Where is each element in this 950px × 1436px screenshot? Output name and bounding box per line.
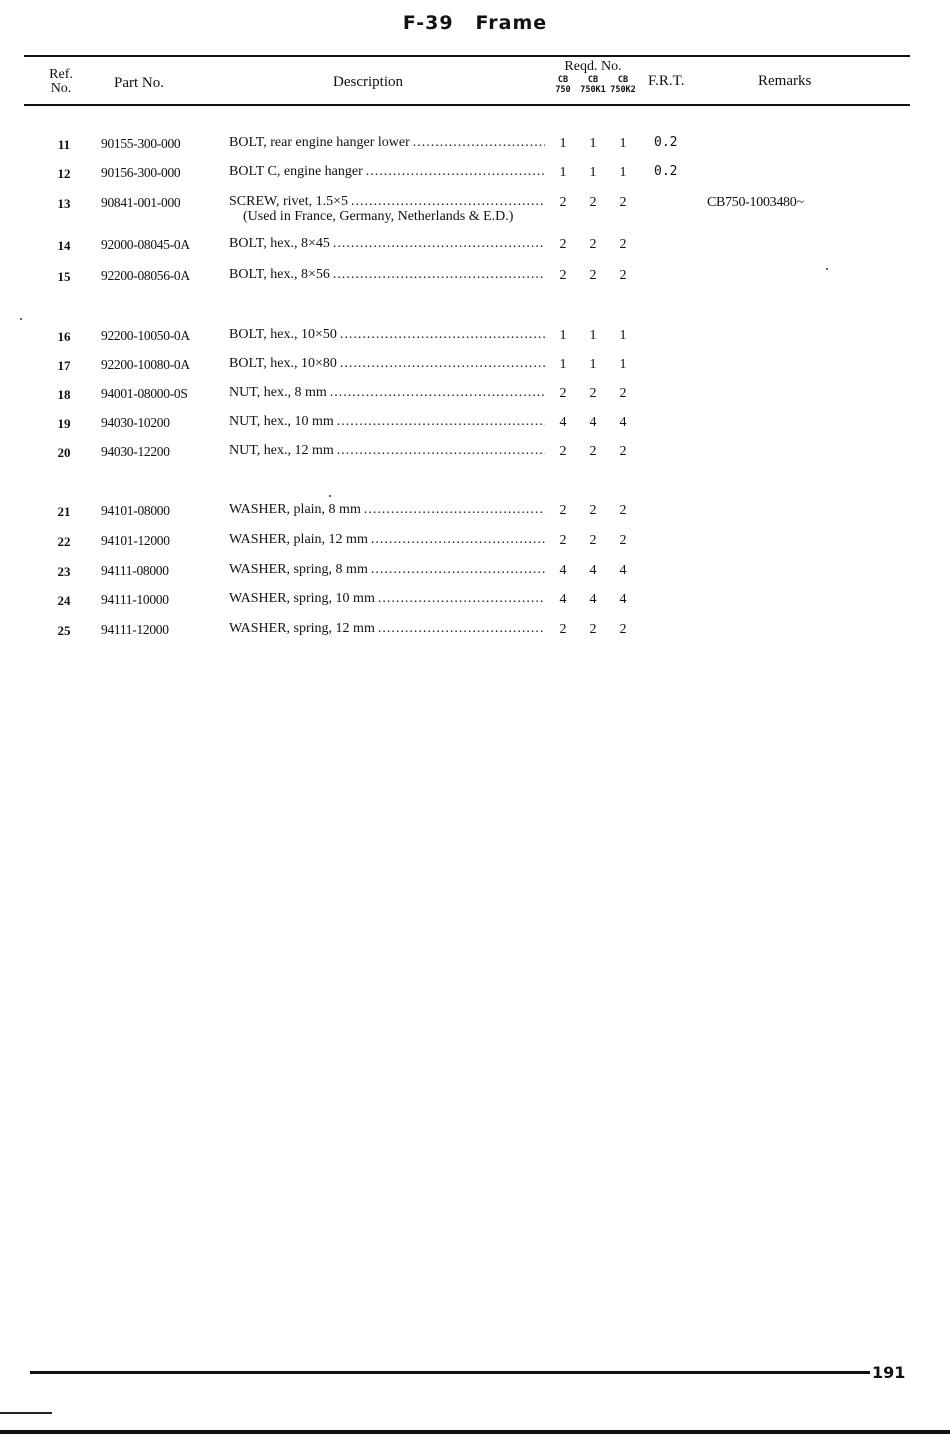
header-model-3 xyxy=(608,75,638,95)
ref-no: 19 xyxy=(57,416,71,431)
remarks-value: CB750-1003480~ xyxy=(707,195,804,210)
part-number: 90841-001-000 xyxy=(101,195,181,210)
frt-value: 0.2 xyxy=(654,164,678,179)
dot-leader xyxy=(371,562,545,578)
part-description xyxy=(229,591,545,607)
qty-cb750k1: 1 xyxy=(589,357,597,372)
header-ref-line2: No. xyxy=(50,81,72,96)
qty-cb750: 2 xyxy=(559,533,567,548)
table-row xyxy=(0,443,950,463)
qty-cb750: 2 xyxy=(559,268,567,283)
table-row xyxy=(0,356,950,376)
description-text: BOLT, hex., 10×50 xyxy=(229,327,337,342)
part-description xyxy=(229,443,545,459)
qty-cb750k1: 4 xyxy=(589,563,597,578)
qty-cb750k2: 1 xyxy=(619,136,627,151)
qty-cb750k2: 4 xyxy=(619,563,627,578)
qty-cb750k1: 1 xyxy=(589,328,597,343)
dot-leader xyxy=(333,267,545,283)
part-description xyxy=(229,267,545,283)
description-text: WASHER, plain, 8 mm xyxy=(229,502,361,517)
table-row xyxy=(0,327,950,347)
description-text: WASHER, spring, 10 mm xyxy=(229,591,375,606)
table-row xyxy=(0,532,950,552)
header-top-rule xyxy=(24,55,910,57)
qty-cb750: 1 xyxy=(559,328,567,343)
qty-cb750k1: 2 xyxy=(589,386,597,401)
qty-cb750k1: 1 xyxy=(589,165,597,180)
qty-cb750k2: 2 xyxy=(619,237,627,252)
dot-leader xyxy=(340,327,545,343)
description-text: BOLT C, engine hanger xyxy=(229,164,363,179)
part-description xyxy=(229,327,545,343)
dot-leader xyxy=(330,385,545,401)
part-number: 94101-08000 xyxy=(101,503,170,518)
scan-speck xyxy=(20,318,22,320)
header-frt: F.R.T. xyxy=(648,73,685,89)
ref-no: 21 xyxy=(57,504,71,519)
page-title-text: Frame xyxy=(475,12,548,34)
header-model-1 xyxy=(548,75,578,95)
qty-cb750k2: 1 xyxy=(619,357,627,372)
qty-cb750k1: 1 xyxy=(589,136,597,151)
description-text: WASHER, plain, 12 mm xyxy=(229,532,368,547)
dot-leader xyxy=(351,194,545,210)
description-text: BOLT, rear engine hanger lower xyxy=(229,135,410,150)
ref-no: 18 xyxy=(57,387,71,402)
table-row xyxy=(0,414,950,434)
qty-cb750k1: 2 xyxy=(589,533,597,548)
part-description xyxy=(229,532,545,548)
table-row xyxy=(0,621,950,641)
qty-cb750k2: 2 xyxy=(619,386,627,401)
qty-cb750k2: 2 xyxy=(619,503,627,518)
table-row xyxy=(0,591,950,611)
table-row xyxy=(0,236,950,256)
description-text: NUT, hex., 10 mm xyxy=(229,414,334,429)
qty-cb750k1: 2 xyxy=(589,622,597,637)
model-2-top: CB xyxy=(587,75,599,85)
ref-no: 13 xyxy=(57,196,71,211)
scan-mark xyxy=(0,1412,52,1414)
qty-cb750: 2 xyxy=(559,503,567,518)
qty-cb750: 2 xyxy=(559,195,567,210)
part-number: 92000-08045-0A xyxy=(101,237,190,252)
table-row xyxy=(0,562,950,582)
part-description xyxy=(229,194,545,210)
scan-speck xyxy=(329,495,331,497)
ref-no: 16 xyxy=(57,329,71,344)
part-number: 92200-10080-0A xyxy=(101,357,190,372)
qty-cb750k1: 4 xyxy=(589,592,597,607)
qty-cb750: 1 xyxy=(559,136,567,151)
page-code: F-39 xyxy=(402,12,454,34)
part-description xyxy=(229,164,545,180)
qty-cb750: 4 xyxy=(559,592,567,607)
dot-leader xyxy=(378,621,545,637)
part-description xyxy=(229,356,545,372)
table-row xyxy=(0,502,950,522)
description-text: BOLT, hex., 10×80 xyxy=(229,356,337,371)
part-number: 90156-300-000 xyxy=(101,165,181,180)
part-number: 94111-10000 xyxy=(101,592,169,607)
model-3-top: CB xyxy=(617,75,629,85)
ref-no: 15 xyxy=(57,269,71,284)
header-ref-line1: Ref. xyxy=(49,67,73,82)
description-text: WASHER, spring, 12 mm xyxy=(229,621,375,636)
qty-cb750k2: 2 xyxy=(619,195,627,210)
qty-cb750: 2 xyxy=(559,237,567,252)
qty-cb750k2: 2 xyxy=(619,622,627,637)
dot-leader xyxy=(378,591,545,607)
model-1-bottom: 750 xyxy=(555,85,571,95)
ref-no: 25 xyxy=(57,623,71,638)
part-number: 92200-10050-0A xyxy=(101,328,190,343)
ref-no: 17 xyxy=(57,358,71,373)
scan-edge xyxy=(0,1430,950,1434)
dot-leader xyxy=(371,532,545,548)
frt-value: 0.2 xyxy=(654,135,678,150)
description-text: BOLT, hex., 8×45 xyxy=(229,236,330,251)
ref-no: 11 xyxy=(57,137,71,152)
part-number: 90155-300-000 xyxy=(101,136,181,151)
model-1-top: CB xyxy=(557,75,569,85)
qty-cb750k2: 2 xyxy=(619,268,627,283)
header-ref-no xyxy=(40,68,82,96)
ref-no: 20 xyxy=(57,445,71,460)
ref-no: 24 xyxy=(57,593,71,608)
part-note: (Used in France, Germany, Netherlands & E.D.) xyxy=(243,209,514,224)
part-description xyxy=(229,236,545,252)
qty-cb750: 4 xyxy=(559,563,567,578)
description-text: NUT, hex., 12 mm xyxy=(229,443,334,458)
dot-leader xyxy=(337,443,545,459)
qty-cb750k1: 2 xyxy=(589,195,597,210)
header-part-no: Part No. xyxy=(114,75,164,91)
qty-cb750k1: 2 xyxy=(589,268,597,283)
description-text: NUT, hex., 8 mm xyxy=(229,385,327,400)
model-2-bottom: 750K1 xyxy=(580,85,606,95)
model-3-bottom: 750K2 xyxy=(610,85,636,95)
header-remarks: Remarks xyxy=(758,73,812,89)
qty-cb750k2: 1 xyxy=(619,328,627,343)
part-number: 92200-08056-0A xyxy=(101,268,190,283)
part-description xyxy=(229,502,545,518)
table-row xyxy=(0,135,950,155)
dot-leader xyxy=(340,356,545,372)
part-number: 94030-12200 xyxy=(101,444,170,459)
qty-cb750: 2 xyxy=(559,622,567,637)
header-model-2 xyxy=(578,75,608,95)
dot-leader xyxy=(413,135,545,151)
qty-cb750k1: 2 xyxy=(589,444,597,459)
table-row xyxy=(0,164,950,184)
qty-cb750k2: 4 xyxy=(619,592,627,607)
dot-leader xyxy=(366,164,545,180)
part-description xyxy=(229,414,545,430)
page-title xyxy=(0,12,950,34)
qty-cb750k2: 1 xyxy=(619,165,627,180)
ref-no: 12 xyxy=(57,166,71,181)
part-description xyxy=(229,385,545,401)
qty-cb750k2: 2 xyxy=(619,533,627,548)
header-bottom-rule xyxy=(24,104,910,106)
part-number: 94101-12000 xyxy=(101,533,170,548)
part-description xyxy=(229,621,545,637)
dot-leader xyxy=(333,236,545,252)
table-row xyxy=(0,267,950,287)
qty-cb750: 1 xyxy=(559,357,567,372)
qty-cb750: 2 xyxy=(559,386,567,401)
part-number: 94111-08000 xyxy=(101,563,169,578)
qty-cb750k1: 2 xyxy=(589,503,597,518)
scan-speck xyxy=(826,268,828,270)
ref-no: 23 xyxy=(57,564,71,579)
part-description xyxy=(229,135,545,151)
dot-leader xyxy=(337,414,545,430)
header-description: Description xyxy=(333,74,403,90)
part-number: 94001-08000-0S xyxy=(101,386,188,401)
table-row xyxy=(0,385,950,405)
dot-leader xyxy=(364,502,545,518)
page-number: 191 xyxy=(872,1363,906,1382)
description-text: SCREW, rivet, 1.5×5 xyxy=(229,194,348,209)
description-text: BOLT, hex., 8×56 xyxy=(229,267,330,282)
qty-cb750: 4 xyxy=(559,415,567,430)
qty-cb750: 1 xyxy=(559,165,567,180)
ref-no: 22 xyxy=(57,534,71,549)
ref-no: 14 xyxy=(57,238,71,253)
part-number: 94111-12000 xyxy=(101,622,169,637)
part-number: 94030-10200 xyxy=(101,415,170,430)
header-reqd-no: Reqd. No. xyxy=(564,59,622,74)
qty-cb750: 2 xyxy=(559,444,567,459)
part-description xyxy=(229,562,545,578)
qty-cb750k2: 4 xyxy=(619,415,627,430)
qty-cb750k2: 2 xyxy=(619,444,627,459)
qty-cb750k1: 4 xyxy=(589,415,597,430)
footer-rule xyxy=(30,1371,870,1374)
qty-cb750k1: 2 xyxy=(589,237,597,252)
description-text: WASHER, spring, 8 mm xyxy=(229,562,368,577)
